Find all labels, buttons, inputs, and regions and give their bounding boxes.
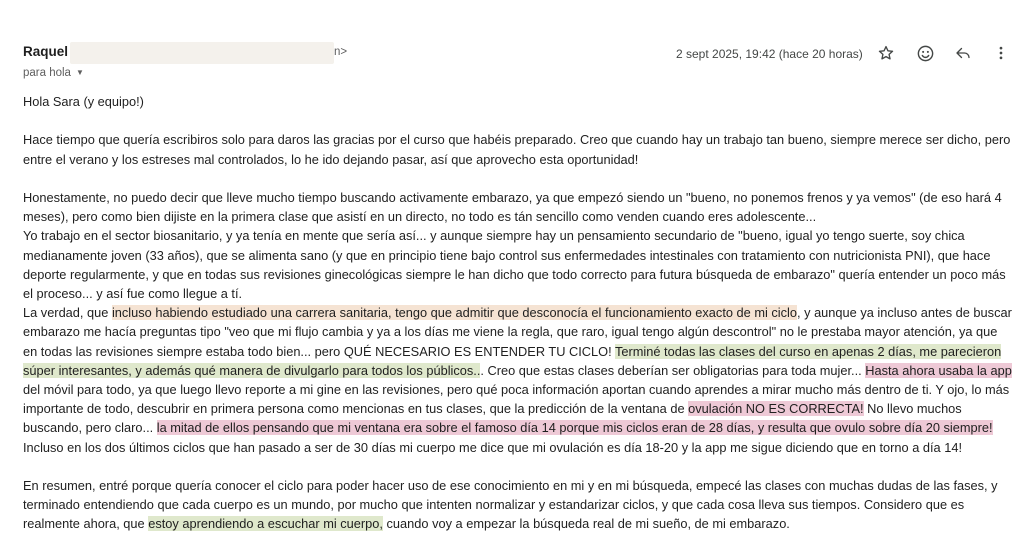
- text-run: En resumen, entré porque quería conocer el ciclo para poder hacer uso de ese conocimiento en mi y en mi búsqueda, empecé las clases con muchas dudas de las fases, y terminado entendiendo que cada cuerpo es un mundo, por mucho que intenten normalizar y estandarizar ciclos, y que cada cosa lleva sus tiempos. Considero que es realmente ahora, que: [23, 478, 998, 532]
- highlight-orange: incluso habiendo estudiado una carrera sanitaria, tengo que admitir que desconocía el funcionamiento exacto de mi ciclo: [111, 305, 797, 321]
- text-run: No llevo muchos buscando, pero claro...: [23, 401, 962, 436]
- highlight-pink: la mitad de ellos pensando que mi ventana era sobre el famoso día 14 porque mis ciclos eran de 28 días, y resulta que ovulo sobre día 20 siempre!: [156, 420, 993, 436]
- email-timestamp: 2 sept 2025, 19:42 (hace 20 horas): [676, 47, 863, 61]
- highlight-green: Terminé todas las clases del curso en apenas 2 días, me parecieron súper interesantes, y además qué manera de divulgarlo para todos los públicos..: [23, 343, 1002, 378]
- text-run: Incluso en los dos últimos ciclos que han pasado a ser de 30 días mi cuerpo me dice que mi ovulación es día 18-20 y la app me sigue diciendo que en torno a día 14!: [23, 439, 963, 455]
- body-paragraph-3: Yo trabajo en el sector biosanitario, y ya tenía en mente que sería así... y aunque siempre hay un pensamiento secundario de "bueno, igual yo tengo suerte, soy chica medianamente joven (33 años), que se alimenta sano (y que en principio tiene bajo control sus enfermedades intestinales con tratamiento con nutricionista PNI), que hace deporte regularmente, y que en todas sus revisiones ginecológicas siempre le han dicho que todo correcto para futura búsqueda de embarazo" quería entender un poco más el proceso... y así fue como llegue a tí.: [23, 228, 1006, 301]
- star-icon[interactable]: [875, 42, 897, 64]
- text-run: del móvil para todo, ya que luego llevo reporte a mi gine en las revisiones, pero qué poca información aportan cuando aprendes a mirar mucho más dentro de ti. Y ojo, lo más importante de todo, descubrir en primera persona como mencionas en tus clases, que la predicción de la ventana de: [23, 382, 1010, 417]
- recipient-label: para hola: [23, 67, 71, 79]
- body-paragraph-4: [23, 303, 1013, 457]
- highlight-green: estoy aprendiendo a escuchar mi cuerpo,: [148, 516, 383, 532]
- sender-email-tail: n>: [334, 46, 348, 58]
- emoji-icon[interactable]: [914, 42, 936, 64]
- redacted-sender-email: [70, 42, 334, 64]
- text-run: cuando voy a empezar la búsqueda real de mi sueño, de mi embarazo.: [382, 516, 790, 532]
- email-header: [0, 0, 1024, 90]
- reply-icon[interactable]: [952, 42, 974, 64]
- email-body: [23, 92, 1013, 534]
- body-paragraph-2: Honestamente, no puedo decir que lleve mucho tiempo buscando activamente embarazo, ya que empezó siendo un "bueno, no ponemos frenos y ya vemos" (de eso hará 4 meses), pero como bien dijiste en la primera clase que asistí en un directo, no todo es tán sencillo como venden cuando eres adolescente...: [23, 189, 1002, 225]
- body-paragraph-1: Hace tiempo que quería escribiros solo para daros las gracias por el curso que habéis preparado. Creo que cuando hay un trabajo tan bueno, siempre merece ser dicho, pero entre el verano y los estreses mal controlados, lo he ido dejando pasar, así que aprovecho esta oportunidad!: [23, 132, 1011, 167]
- sender-name[interactable]: Raquel: [23, 44, 69, 59]
- more-vert-icon[interactable]: [990, 42, 1012, 64]
- highlight-pink: Hasta ahora usaba la app: [865, 362, 1012, 378]
- text-run: . Creo que estas clases deberían ser obligatorias para toda mujer...: [480, 362, 866, 378]
- text-run: La verdad, que: [23, 305, 112, 321]
- body-paragraph-5: [23, 476, 1013, 534]
- recipient-line[interactable]: [23, 67, 84, 79]
- greeting: Hola Sara (y equipo!): [23, 94, 144, 109]
- text-run: , y aunque ya incluso antes de buscar embarazo me hacía preguntas tipo "veo que mi flujo cambia y ya a los días me viene la regla, que raro, igual tengo algún descontrol" no le prestaba mayor atención, ya que en todas las revisiones siempre estaba todo bien... pero QUÉ NECESARIO ES ENTENDER TU CICLO!: [23, 305, 1012, 359]
- chevron-down-icon[interactable]: ▼: [75, 68, 84, 77]
- highlight-pink: ovulación NO ES CORRECTA!: [688, 401, 864, 417]
